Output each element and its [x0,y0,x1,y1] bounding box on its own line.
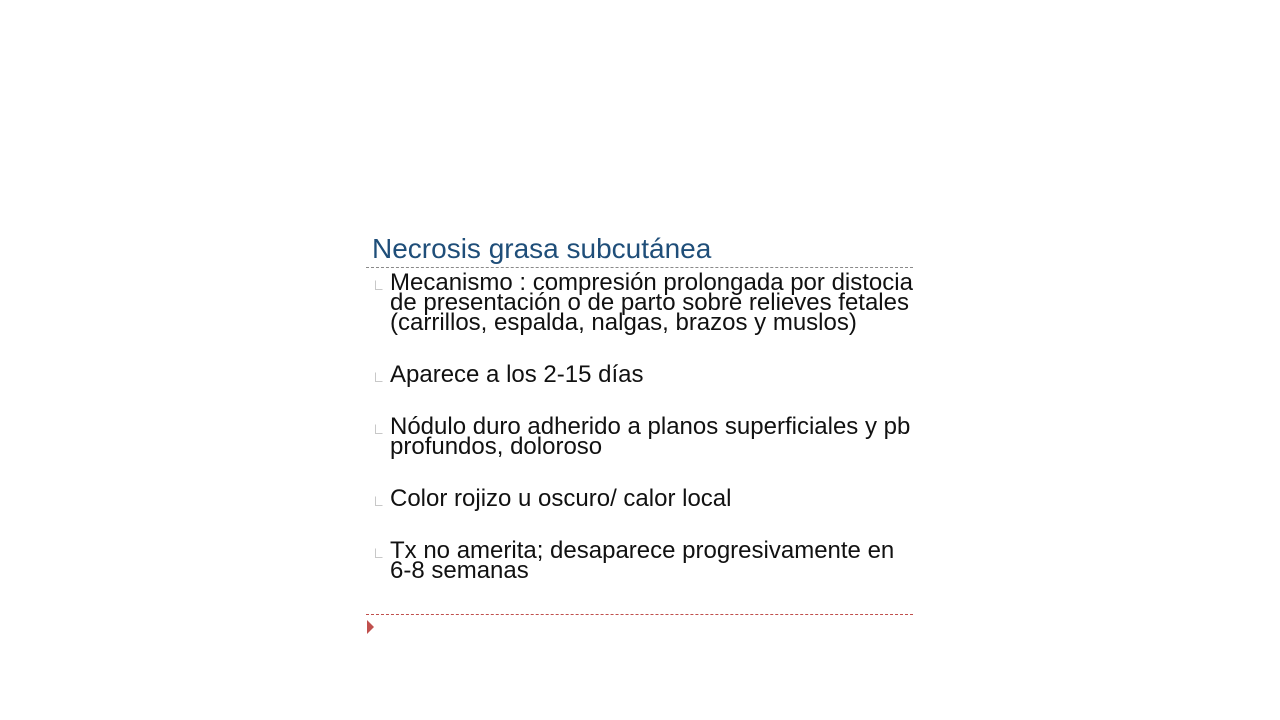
slide-title: Necrosis grasa subcutánea [372,233,712,264]
footer-divider [366,614,913,615]
bullet-text: Tx no amerita; desaparece progresivamente en 6-8 semanas [390,537,895,584]
list-item [372,269,917,336]
bullet-text: Mecanismo : compresión prolongada por distocia de presentación o de parto sobre relieves fetales (carrillos, espalda, nalgas, brazos y muslos) [390,269,913,336]
bullet-text: Color rojizo u oscuro/ calor local [390,485,732,512]
square-bullet-icon [372,414,390,434]
square-bullet-icon [372,538,390,558]
list-item [372,361,917,388]
bullet-list [372,270,917,610]
bullet-text: Aparece a los 2-15 días [390,361,644,388]
list-item [372,413,917,460]
title-divider [366,267,913,268]
triangle-right-icon [367,620,374,634]
list-item [372,537,917,584]
square-bullet-icon [372,486,390,506]
square-bullet-icon [372,362,390,382]
bullet-text: Nódulo duro adherido a planos superficiales y pb profundos, doloroso [390,413,911,460]
square-bullet-icon [372,270,390,290]
list-item [372,485,917,512]
